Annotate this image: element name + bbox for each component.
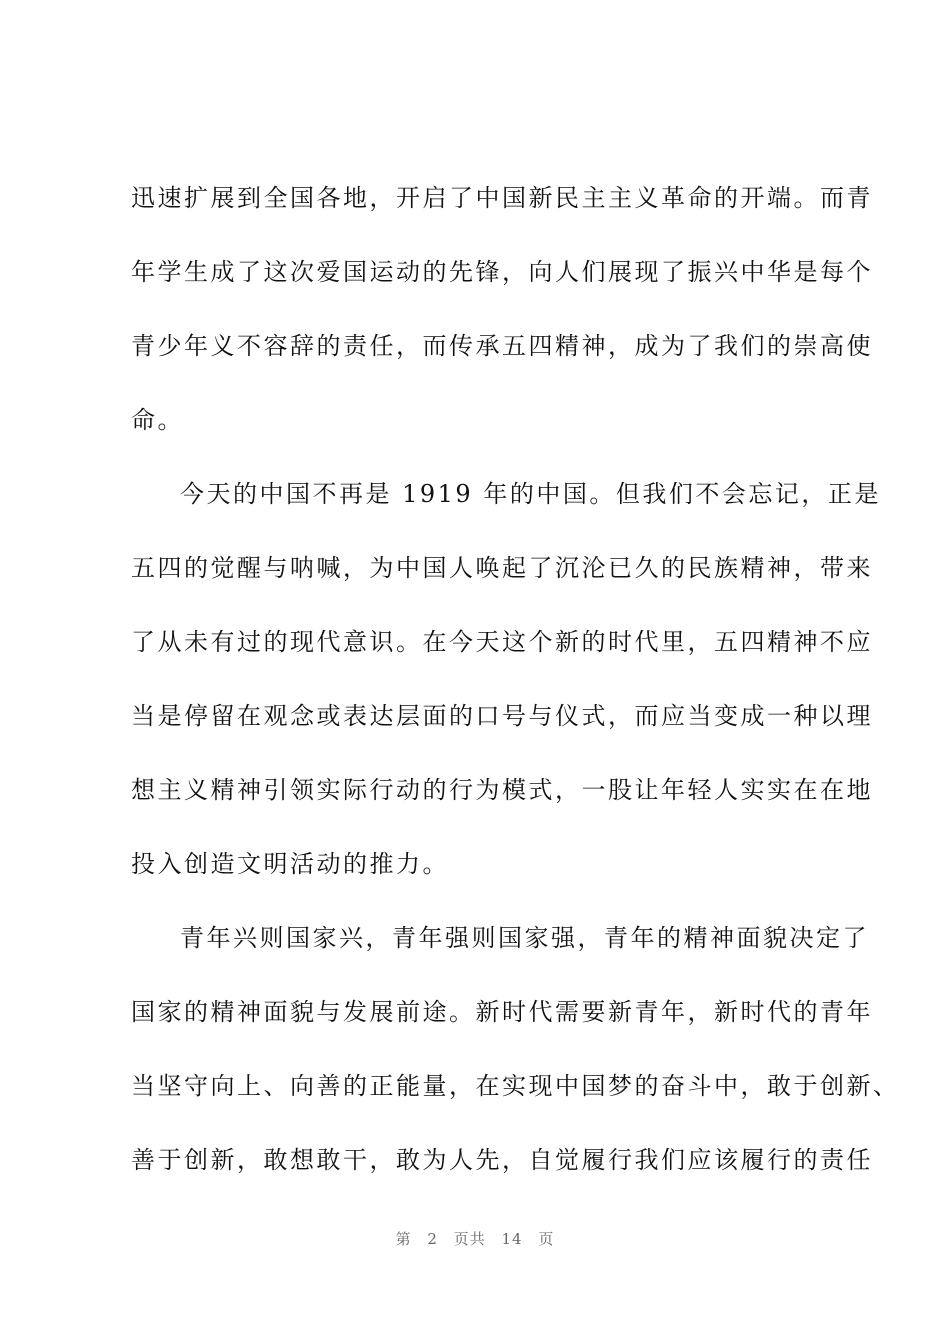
text-line: 当是停留在观念或表达层面的口号与仪式，而应当变成一种以理	[131, 702, 873, 730]
text-line: 国家的精神面貌与发展前途。新时代需要新青年，新时代的青年	[131, 998, 873, 1026]
text-line: 五四的觉醒与呐喊，为中国人唤起了沉沦已久的民族精神，带来	[131, 554, 873, 582]
text-line: 当坚守向上、向善的正能量，在实现中国梦的奋斗中，敢于创新、	[131, 1072, 900, 1100]
text-line: 善于创新，敢想敢干，敢为人先，自觉履行我们应该履行的责任	[131, 1146, 873, 1174]
text-line: 投入创造文明活动的推力。	[131, 850, 449, 878]
page-number-footer: 第 2 页共 14 页	[395, 1230, 555, 1248]
text-line: 今天的中国不再是 1919 年的中国。但我们不会忘记，正是	[180, 480, 881, 508]
text-line: 青少年义不容辞的责任，而传承五四精神，成为了我们的崇高使	[131, 332, 873, 360]
text-line: 年学生成了这次爱国运动的先锋，向人们展现了振兴中华是每个	[131, 258, 873, 286]
text-line: 了从未有过的现代意识。在今天这个新的时代里，五四精神不应	[131, 628, 873, 656]
text-line: 青年兴则国家兴，青年强则国家强，青年的精神面貌决定了	[180, 924, 869, 952]
text-line: 命。	[131, 406, 184, 434]
text-line: 想主义精神引领实际行动的行为模式，一股让年轻人实实在在地	[131, 776, 873, 804]
text-line: 迅速扩展到全国各地，开启了中国新民主主义革命的开端。而青	[131, 184, 873, 212]
